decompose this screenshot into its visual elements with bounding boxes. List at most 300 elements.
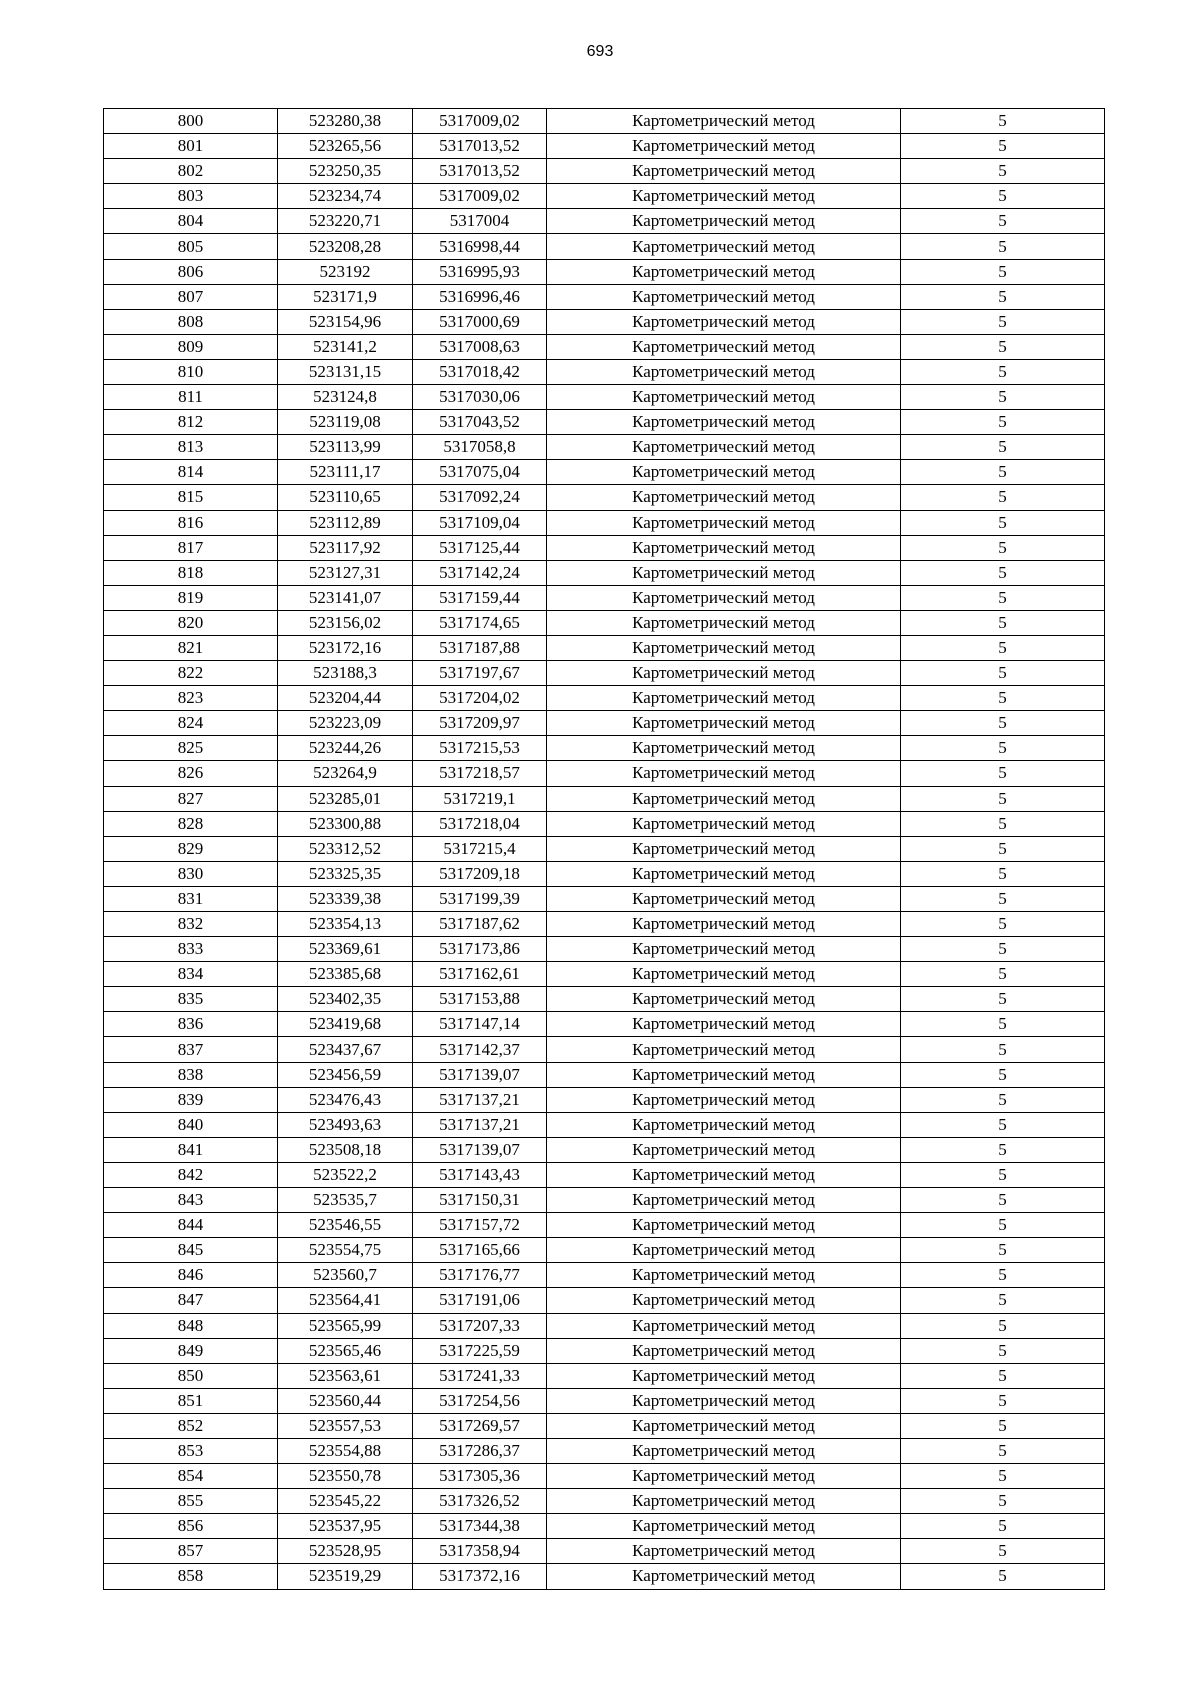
y-coordinate-cell: 5317159,44 [413,585,547,610]
y-coordinate-cell: 5317109,04 [413,510,547,535]
accuracy-cell: 5 [901,334,1105,359]
y-coordinate-cell: 5317013,52 [413,134,547,159]
accuracy-cell: 5 [901,1087,1105,1112]
accuracy-cell: 5 [901,309,1105,334]
point-number-cell: 818 [104,560,278,585]
y-coordinate-cell: 5317174,65 [413,610,547,635]
y-coordinate-cell: 5317176,77 [413,1263,547,1288]
point-number-cell: 815 [104,485,278,510]
accuracy-cell: 5 [901,1062,1105,1087]
accuracy-cell: 5 [901,937,1105,962]
table-row [104,1037,1105,1062]
method-cell: Картометрический метод [547,1338,901,1363]
accuracy-cell: 5 [901,284,1105,309]
method-cell: Картометрический метод [547,987,901,1012]
y-coordinate-cell: 5317218,57 [413,761,547,786]
accuracy-cell: 5 [901,1464,1105,1489]
table-row [104,1413,1105,1438]
accuracy-cell: 5 [901,736,1105,761]
method-cell: Картометрический метод [547,309,901,334]
y-coordinate-cell: 5317286,37 [413,1438,547,1463]
accuracy-cell: 5 [901,811,1105,836]
method-cell: Картометрический метод [547,1388,901,1413]
method-cell: Картометрический метод [547,159,901,184]
accuracy-cell: 5 [901,1363,1105,1388]
method-cell: Картометрический метод [547,1137,901,1162]
y-coordinate-cell: 5317344,38 [413,1514,547,1539]
accuracy-cell: 5 [901,1413,1105,1438]
y-coordinate-cell: 5317008,63 [413,334,547,359]
y-coordinate-cell: 5317030,06 [413,385,547,410]
point-number-cell: 831 [104,886,278,911]
method-cell: Картометрический метод [547,1213,901,1238]
method-cell: Картометрический метод [547,1238,901,1263]
x-coordinate-cell: 523156,02 [278,610,413,635]
table-row [104,184,1105,209]
y-coordinate-cell: 5317000,69 [413,309,547,334]
accuracy-cell: 5 [901,886,1105,911]
point-number-cell: 844 [104,1213,278,1238]
accuracy-cell: 5 [901,1438,1105,1463]
point-number-cell: 836 [104,1012,278,1037]
point-number-cell: 819 [104,585,278,610]
accuracy-cell: 5 [901,259,1105,284]
x-coordinate-cell: 523476,43 [278,1087,413,1112]
x-coordinate-cell: 523172,16 [278,635,413,660]
accuracy-cell: 5 [901,109,1105,134]
table-row [104,209,1105,234]
accuracy-cell: 5 [901,1112,1105,1137]
y-coordinate-cell: 5317147,14 [413,1012,547,1037]
table-row [104,585,1105,610]
method-cell: Картометрический метод [547,385,901,410]
point-number-cell: 817 [104,535,278,560]
x-coordinate-cell: 523565,99 [278,1313,413,1338]
accuracy-cell: 5 [901,359,1105,384]
table-row [104,359,1105,384]
table-row [104,1539,1105,1564]
table-row [104,786,1105,811]
point-number-cell: 828 [104,811,278,836]
point-number-cell: 813 [104,435,278,460]
y-coordinate-cell: 5317125,44 [413,535,547,560]
point-number-cell: 842 [104,1162,278,1187]
method-cell: Картометрический метод [547,585,901,610]
table-row [104,234,1105,259]
table-row [104,811,1105,836]
point-number-cell: 846 [104,1263,278,1288]
accuracy-cell: 5 [901,1489,1105,1514]
x-coordinate-cell: 523220,71 [278,209,413,234]
point-number-cell: 810 [104,359,278,384]
method-cell: Картометрический метод [547,610,901,635]
table-row [104,1238,1105,1263]
accuracy-cell: 5 [901,485,1105,510]
table-row [104,1338,1105,1363]
accuracy-cell: 5 [901,1338,1105,1363]
method-cell: Картометрический метод [547,560,901,585]
y-coordinate-cell: 5316996,46 [413,284,547,309]
table-row [104,962,1105,987]
method-cell: Картометрический метод [547,661,901,686]
x-coordinate-cell: 523456,59 [278,1062,413,1087]
point-number-cell: 852 [104,1413,278,1438]
x-coordinate-cell: 523437,67 [278,1037,413,1062]
x-coordinate-cell: 523557,53 [278,1413,413,1438]
accuracy-cell: 5 [901,987,1105,1012]
accuracy-cell: 5 [901,610,1105,635]
table-row [104,159,1105,184]
accuracy-cell: 5 [901,159,1105,184]
point-number-cell: 853 [104,1438,278,1463]
x-coordinate-cell: 523171,9 [278,284,413,309]
point-number-cell: 854 [104,1464,278,1489]
table-row [104,1188,1105,1213]
x-coordinate-cell: 523546,55 [278,1213,413,1238]
point-number-cell: 847 [104,1288,278,1313]
point-number-cell: 820 [104,610,278,635]
accuracy-cell: 5 [901,435,1105,460]
point-number-cell: 849 [104,1338,278,1363]
x-coordinate-cell: 523563,61 [278,1363,413,1388]
accuracy-cell: 5 [901,234,1105,259]
x-coordinate-cell: 523141,07 [278,585,413,610]
point-number-cell: 821 [104,635,278,660]
x-coordinate-cell: 523508,18 [278,1137,413,1162]
table-row [104,736,1105,761]
table-row [104,987,1105,1012]
table-row [104,109,1105,134]
y-coordinate-cell: 5317058,8 [413,435,547,460]
method-cell: Картометрический метод [547,234,901,259]
y-coordinate-cell: 5317269,57 [413,1413,547,1438]
x-coordinate-cell: 523537,95 [278,1514,413,1539]
y-coordinate-cell: 5317018,42 [413,359,547,384]
method-cell: Картометрический метод [547,510,901,535]
point-number-cell: 840 [104,1112,278,1137]
method-cell: Картометрический метод [547,1062,901,1087]
point-number-cell: 814 [104,460,278,485]
table-row [104,1087,1105,1112]
accuracy-cell: 5 [901,385,1105,410]
x-coordinate-cell: 523234,74 [278,184,413,209]
accuracy-cell: 5 [901,686,1105,711]
method-cell: Картометрический метод [547,259,901,284]
point-number-cell: 809 [104,334,278,359]
method-cell: Картометрический метод [547,937,901,962]
x-coordinate-cell: 523369,61 [278,937,413,962]
table-row [104,1489,1105,1514]
accuracy-cell: 5 [901,1564,1105,1589]
method-cell: Картометрический метод [547,1438,901,1463]
method-cell: Картометрический метод [547,1162,901,1187]
point-number-cell: 826 [104,761,278,786]
method-cell: Картометрический метод [547,761,901,786]
table-row [104,1288,1105,1313]
point-number-cell: 833 [104,937,278,962]
y-coordinate-cell: 5317187,62 [413,912,547,937]
y-coordinate-cell: 5317215,53 [413,736,547,761]
y-coordinate-cell: 5317254,56 [413,1388,547,1413]
method-cell: Картометрический метод [547,284,901,309]
accuracy-cell: 5 [901,410,1105,435]
table-row [104,761,1105,786]
method-cell: Картометрический метод [547,1087,901,1112]
x-coordinate-cell: 523312,52 [278,836,413,861]
table-row [104,309,1105,334]
accuracy-cell: 5 [901,1263,1105,1288]
table-row [104,1313,1105,1338]
accuracy-cell: 5 [901,861,1105,886]
accuracy-cell: 5 [901,1539,1105,1564]
accuracy-cell: 5 [901,510,1105,535]
method-cell: Картометрический метод [547,1564,901,1589]
x-coordinate-cell: 523141,2 [278,334,413,359]
x-coordinate-cell: 523554,75 [278,1238,413,1263]
point-number-cell: 816 [104,510,278,535]
y-coordinate-cell: 5316998,44 [413,234,547,259]
table-row [104,410,1105,435]
page-number: 693 [586,43,614,60]
accuracy-cell: 5 [901,1288,1105,1313]
x-coordinate-cell: 523223,09 [278,711,413,736]
table-row [104,1162,1105,1187]
method-cell: Картометрический метод [547,786,901,811]
method-cell: Картометрический метод [547,886,901,911]
point-number-cell: 850 [104,1363,278,1388]
table-row [104,1564,1105,1589]
x-coordinate-cell: 523300,88 [278,811,413,836]
accuracy-cell: 5 [901,1213,1105,1238]
table-row [104,912,1105,937]
method-cell: Картометрический метод [547,861,901,886]
accuracy-cell: 5 [901,184,1105,209]
table-row [104,435,1105,460]
table-row [104,836,1105,861]
method-cell: Картометрический метод [547,460,901,485]
y-coordinate-cell: 5317157,72 [413,1213,547,1238]
point-number-cell: 845 [104,1238,278,1263]
y-coordinate-cell: 5317207,33 [413,1313,547,1338]
x-coordinate-cell: 523127,31 [278,560,413,585]
table-row [104,334,1105,359]
accuracy-cell: 5 [901,786,1105,811]
point-number-cell: 803 [104,184,278,209]
y-coordinate-cell: 5317215,4 [413,836,547,861]
accuracy-cell: 5 [901,761,1105,786]
method-cell: Картометрический метод [547,1037,901,1062]
point-number-cell: 856 [104,1514,278,1539]
point-number-cell: 829 [104,836,278,861]
point-number-cell: 800 [104,109,278,134]
x-coordinate-cell: 523131,15 [278,359,413,384]
accuracy-cell: 5 [901,836,1105,861]
point-number-cell: 835 [104,987,278,1012]
point-number-cell: 837 [104,1037,278,1062]
point-number-cell: 811 [104,385,278,410]
y-coordinate-cell: 5317165,66 [413,1238,547,1263]
accuracy-cell: 5 [901,1514,1105,1539]
y-coordinate-cell: 5317137,21 [413,1087,547,1112]
accuracy-cell: 5 [901,711,1105,736]
accuracy-cell: 5 [901,661,1105,686]
point-number-cell: 808 [104,309,278,334]
x-coordinate-cell: 523124,8 [278,385,413,410]
y-coordinate-cell: 5317209,18 [413,861,547,886]
table-row [104,1363,1105,1388]
table-row [104,1438,1105,1463]
point-number-cell: 839 [104,1087,278,1112]
table-row [104,861,1105,886]
method-cell: Картометрический метод [547,485,901,510]
table-row [104,560,1105,585]
method-cell: Картометрический метод [547,1313,901,1338]
point-number-cell: 858 [104,1564,278,1589]
method-cell: Картометрический метод [547,1012,901,1037]
y-coordinate-cell: 5317009,02 [413,184,547,209]
accuracy-cell: 5 [901,1238,1105,1263]
y-coordinate-cell: 5317225,59 [413,1338,547,1363]
y-coordinate-cell: 5317153,88 [413,987,547,1012]
y-coordinate-cell: 5317139,07 [413,1062,547,1087]
x-coordinate-cell: 523244,26 [278,736,413,761]
y-coordinate-cell: 5316995,93 [413,259,547,284]
point-number-cell: 841 [104,1137,278,1162]
y-coordinate-cell: 5317326,52 [413,1489,547,1514]
method-cell: Картометрический метод [547,1539,901,1564]
point-number-cell: 812 [104,410,278,435]
x-coordinate-cell: 523550,78 [278,1464,413,1489]
method-cell: Картометрический метод [547,912,901,937]
table-row [104,535,1105,560]
x-coordinate-cell: 523545,22 [278,1489,413,1514]
method-cell: Картометрический метод [547,1514,901,1539]
x-coordinate-cell: 523110,65 [278,485,413,510]
method-cell: Картометрический метод [547,1413,901,1438]
y-coordinate-cell: 5317013,52 [413,159,547,184]
y-coordinate-cell: 5317218,04 [413,811,547,836]
point-number-cell: 830 [104,861,278,886]
x-coordinate-cell: 523402,35 [278,987,413,1012]
x-coordinate-cell: 523113,99 [278,435,413,460]
x-coordinate-cell: 523265,56 [278,134,413,159]
x-coordinate-cell: 523119,08 [278,410,413,435]
table-row [104,1062,1105,1087]
method-cell: Картометрический метод [547,1288,901,1313]
x-coordinate-cell: 523528,95 [278,1539,413,1564]
table-row [104,460,1105,485]
point-number-cell: 805 [104,234,278,259]
method-cell: Картометрический метод [547,736,901,761]
table-row [104,635,1105,660]
method-cell: Картометрический метод [547,836,901,861]
x-coordinate-cell: 523154,96 [278,309,413,334]
accuracy-cell: 5 [901,209,1105,234]
x-coordinate-cell: 523535,7 [278,1188,413,1213]
point-number-cell: 855 [104,1489,278,1514]
x-coordinate-cell: 523285,01 [278,786,413,811]
accuracy-cell: 5 [901,1162,1105,1187]
method-cell: Картометрический метод [547,711,901,736]
table-row [104,259,1105,284]
point-number-cell: 806 [104,259,278,284]
method-cell: Картометрический метод [547,1363,901,1388]
accuracy-cell: 5 [901,134,1105,159]
x-coordinate-cell: 523519,29 [278,1564,413,1589]
point-number-cell: 823 [104,686,278,711]
table-row [104,937,1105,962]
x-coordinate-cell: 523112,89 [278,510,413,535]
point-number-cell: 801 [104,134,278,159]
y-coordinate-cell: 5317358,94 [413,1539,547,1564]
method-cell: Картометрический метод [547,334,901,359]
x-coordinate-cell: 523354,13 [278,912,413,937]
x-coordinate-cell: 523419,68 [278,1012,413,1037]
table-row [104,1263,1105,1288]
table-row [104,661,1105,686]
accuracy-cell: 5 [901,1313,1105,1338]
y-coordinate-cell: 5317173,86 [413,937,547,962]
method-cell: Картометрический метод [547,1489,901,1514]
accuracy-cell: 5 [901,1388,1105,1413]
y-coordinate-cell: 5317142,24 [413,560,547,585]
point-number-cell: 827 [104,786,278,811]
coordinates-table [103,108,1105,1590]
method-cell: Картометрический метод [547,535,901,560]
accuracy-cell: 5 [901,1188,1105,1213]
table-row [104,510,1105,535]
accuracy-cell: 5 [901,585,1105,610]
x-coordinate-cell: 523560,44 [278,1388,413,1413]
y-coordinate-cell: 5317150,31 [413,1188,547,1213]
y-coordinate-cell: 5317305,36 [413,1464,547,1489]
y-coordinate-cell: 5317219,1 [413,786,547,811]
y-coordinate-cell: 5317191,06 [413,1288,547,1313]
table-row [104,485,1105,510]
x-coordinate-cell: 523565,46 [278,1338,413,1363]
y-coordinate-cell: 5317142,37 [413,1037,547,1062]
y-coordinate-cell: 5317199,39 [413,886,547,911]
y-coordinate-cell: 5317204,02 [413,686,547,711]
point-number-cell: 857 [104,1539,278,1564]
coordinates-table-body [104,109,1105,1590]
accuracy-cell: 5 [901,560,1105,585]
accuracy-cell: 5 [901,635,1105,660]
method-cell: Картометрический метод [547,1112,901,1137]
y-coordinate-cell: 5317004 [413,209,547,234]
x-coordinate-cell: 523564,41 [278,1288,413,1313]
table-row [104,610,1105,635]
y-coordinate-cell: 5317143,43 [413,1162,547,1187]
y-coordinate-cell: 5317209,97 [413,711,547,736]
y-coordinate-cell: 5317043,52 [413,410,547,435]
point-number-cell: 802 [104,159,278,184]
x-coordinate-cell: 523280,38 [278,109,413,134]
method-cell: Картометрический метод [547,184,901,209]
table-row [104,1137,1105,1162]
x-coordinate-cell: 523325,35 [278,861,413,886]
table-row [104,1112,1105,1137]
x-coordinate-cell: 523264,9 [278,761,413,786]
accuracy-cell: 5 [901,912,1105,937]
accuracy-cell: 5 [901,535,1105,560]
method-cell: Картометрический метод [547,410,901,435]
y-coordinate-cell: 5317187,88 [413,635,547,660]
x-coordinate-cell: 523250,35 [278,159,413,184]
method-cell: Картометрический метод [547,635,901,660]
table-row [104,1012,1105,1037]
y-coordinate-cell: 5317241,33 [413,1363,547,1388]
